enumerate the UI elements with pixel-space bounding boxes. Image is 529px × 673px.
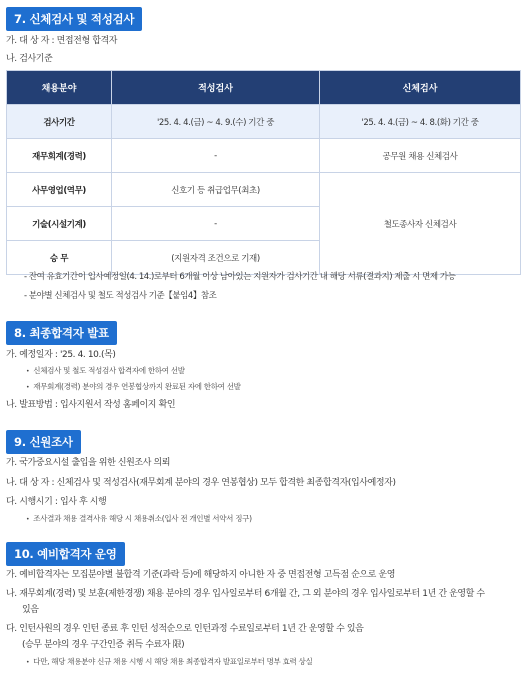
bullet-icon: •: [26, 516, 30, 523]
s10-rule-3: 다. 인턴사원의 경우 인턴 종료 후 인턴 성적순으로 인턴과정 수료일로부터 1년 간 운영할 수 있음: [6, 624, 364, 634]
table-row: [7, 173, 521, 207]
s10-rule-1: 가. 예비합격자는 모집분야별 불합격 기준(과락 등)에 해당하지 아니한 자 중 면접전형 고득점 순으로 운영: [6, 570, 396, 580]
cell-office-label: 사무영업(역무): [7, 173, 112, 207]
s7-exemption-note: - 잔여 유효기간이 입사예정일(4. 14.)로부터 6개월 이상 남아있는 지원자가 검사기간 내 해당 서류(결과지) 제출 시 면제 가능: [24, 272, 456, 282]
bullet-icon: •: [26, 368, 30, 375]
s7-criteria-note: - 분야별 신체검사 및 철도 적성검사 기준【붙임4】참조: [24, 291, 217, 301]
th-field: 채용분야: [7, 71, 112, 105]
s8-date: 가. 예정일자 : '25. 4. 10.(목): [6, 350, 116, 360]
cell-tech-aptitude: -: [112, 207, 320, 241]
section-7-title: 7. 신체검사 및 적성검사: [6, 7, 142, 31]
exam-table: [6, 70, 521, 275]
table-row: [7, 139, 521, 173]
cell-period-label: 검사기간: [7, 105, 112, 139]
section-10-title: 10. 예비합격자 운영: [6, 542, 125, 566]
s10-rule-3-cont: (승무 분야의 경우 구간인증 취득 수료자 限): [22, 640, 185, 650]
s10-rule-2: 나. 재무회계(경력) 및 보훈(제한경쟁) 채용 분야의 경우 입사일로부터 6개월 간, 그 외 분야의 경우 입사일로부터 1년 간 운영할 수: [6, 589, 485, 599]
s9-target: 나. 대 상 자 : 신체검사 및 적성검사(재무회계 분야의 경우 연봉협상) 모두 합격한 최종합격자(입사예정자): [6, 478, 396, 488]
cell-aptitude-period: '25. 4. 4.(금) ~ 4. 9.(수) 기간 중: [112, 105, 320, 139]
s7-target: 가. 대 상 자 : 면접전형 합격자: [6, 36, 118, 46]
s8-note-2: • 재무회계(경력) 분야의 경우 연봉협상까지 완료된 자에 한하여 선발: [26, 382, 241, 391]
cell-merged-physical: 철도종사자 신체검사: [320, 173, 521, 275]
s10-note-1: • 다만, 해당 채용분야 신규 채용 시행 시 해당 채용 최종합격자 발표일로부터 명부 효력 상실: [26, 657, 313, 666]
cell-finance-physical: 공무원 채용 신체검사: [320, 139, 521, 173]
s8-method: 나. 발표방법 : 입사지원서 작성 홈페이지 확인: [6, 400, 176, 410]
s7-criteria: 나. 검사기준: [6, 54, 53, 64]
s9-note-1: • 조사결과 채용 결격사유 해당 시 채용취소(입사 전 개인별 서약서 징구): [26, 514, 252, 523]
th-physical: 신체검사: [320, 71, 521, 105]
bullet-icon: •: [26, 659, 30, 666]
section-9-title: 9. 신원조사: [6, 430, 81, 454]
cell-physical-period: '25. 4. 4.(금) ~ 4. 8.(화) 기간 중: [320, 105, 521, 139]
cell-crew-aptitude: (지원자격 조건으로 기재): [112, 241, 320, 275]
s10-rule-2-cont: 있음: [22, 605, 39, 615]
bullet-icon: •: [26, 384, 30, 391]
table-row: [7, 105, 521, 139]
s9-timing: 다. 시행시기 : 입사 후 시행: [6, 497, 107, 507]
th-aptitude: 적성검사: [112, 71, 320, 105]
cell-finance-label: 재무회계(경력): [7, 139, 112, 173]
cell-office-aptitude: 신호기 등 취급업무(최초): [112, 173, 320, 207]
s8-note-1: • 신체검사 및 철도 적성검사 합격자에 한하여 선발: [26, 366, 185, 375]
cell-tech-label: 기술(시설기계): [7, 207, 112, 241]
section-8-title: 8. 최종합격자 발표: [6, 321, 117, 345]
cell-crew-label: 승 무: [7, 241, 112, 275]
s9-request: 가. 국가중요시설 출입을 위한 신원조사 의뢰: [6, 458, 171, 468]
cell-finance-aptitude: -: [112, 139, 320, 173]
